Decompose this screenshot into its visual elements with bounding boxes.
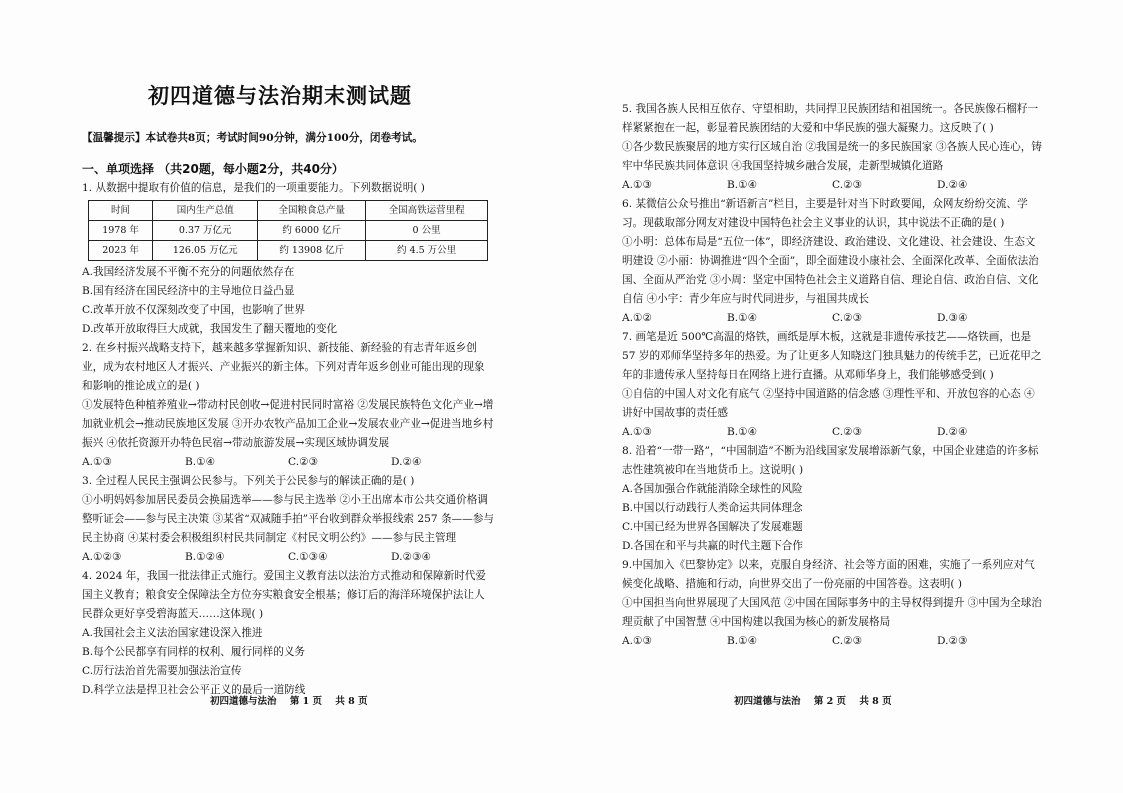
options-row <box>622 309 1042 328</box>
option-d: D.③④ <box>937 312 968 324</box>
question-3 <box>82 472 494 567</box>
option-a: A.①③ <box>622 179 653 191</box>
option-a: A.我国社会主义法治国家建设深入推进 <box>82 626 263 639</box>
table-header: 全国高铁运营里程 <box>366 200 488 220</box>
statements: ①自信的中国人对文化有底气 ②坚持中国道路的信念感 ③理性平和、开放包容的心态 ④讲好中国故事的责任感 <box>622 388 1035 419</box>
option-c: C.改革开放不仅深刻改变了中国，也影响了世界 <box>82 303 305 316</box>
table-cell: 0 公里 <box>366 220 488 240</box>
question-4 <box>82 567 494 700</box>
question-2 <box>82 339 494 472</box>
table-cell: 0.37 万亿元 <box>153 220 258 240</box>
footer-total: 共 8 页 <box>335 696 368 707</box>
question-1 <box>82 179 494 339</box>
option-c: C.厉行法治首先需要加强法治宣传 <box>82 664 242 677</box>
question-stem: 8. 沿着“一带一路”，“中国制造”不断为沿线国家发展增添新气象，中国企业建造的许多标志性建筑被印在当地货币上。这说明( ) <box>622 445 1039 476</box>
data-table <box>88 200 488 261</box>
option-a: A.①③ <box>622 426 653 438</box>
option-b: B.国有经济在国民经济中的主导地位日益凸显 <box>82 284 295 297</box>
table-cell: 约 13908 亿斤 <box>258 240 366 260</box>
option-d: D.②④ <box>937 179 968 191</box>
statements: ①小明妈妈参加居民委员会换届选举——参与民主选举 ②小王出席本市公共交通价格调整听证会——参与民主决策 ③某省“双减随手拍”平台收到群众举报线索 257 条——参与民主协商 ④某村委会积极组织村民共同制定《村民文明公约》——参与民主管理 <box>82 493 494 544</box>
notice: 【温馨提示】本试卷共8页；考试时间90分钟，满分100分，闭卷考试。 <box>82 131 423 144</box>
footer-subject: 初四道德与法治 <box>210 696 277 707</box>
question-stem: 9.中国加入《巴黎协定》以来，克服自身经济、社会等方面的困难，实施了一系列应对气候变化战略、措施和行动，向世界交出了一份亮丽的中国答卷。这表明( ) <box>622 559 1035 590</box>
option-b: B.①④ <box>727 426 758 438</box>
table-header: 全国粮食总产量 <box>258 200 366 220</box>
question-5 <box>622 100 1042 195</box>
footer-page: 第 1 页 <box>289 696 323 707</box>
question-9 <box>622 556 1042 651</box>
statements: ①发展特色种植养殖业→带动村民创收→促进村民同时富裕 ②发展民族特色文化产业→增加就业机会→推动民族地区发展 ③开办农牧产品加工企业→发展农业产业→促进当地乡村振兴 ④依托资源开办特色民宿→带动旅游发展→实现区域协调发展 <box>82 398 494 449</box>
option-a: A.我国经济发展不平衡不充分的问题依然存在 <box>82 265 295 278</box>
question-stem: 1. 从数据中提取有价值的信息，是我们的一项重要能力。下列数据说明( ) <box>82 181 425 194</box>
option-c: C.②③ <box>832 426 863 438</box>
section-heading: 一、单项选择 （共20题，每小题2分，共40分） <box>82 161 344 176</box>
page-footer <box>734 693 902 707</box>
table-cell: 1978 年 <box>89 220 153 240</box>
option-a: A.①③ <box>82 455 113 468</box>
statements: ①各少数民族聚居的地方实行区域自治 ②我国是统一的多民族国家 ③各族人民心连心，铸牢中华民族共同体意识 ④我国坚持城乡融合发展，走新型城镇化道路 <box>622 141 1042 172</box>
option-b: B.①④ <box>727 312 758 324</box>
statements: ①小明：总体布局是“五位一体”，即经济建设、政治建设、文化建设、社会建设、生态文明建设 ②小丽：协调推进“四个全面”，即全面建设小康社会、全面深化改革、全面依法治国、全面从严治党 ③小周：坚定中国特色社会主义道路自信、理论自信、政治自信、文化自信 ④小宇：青少年应与时代同进步，与祖国共成长 <box>622 236 1039 305</box>
page-2 <box>562 0 1123 793</box>
table-cell: 126.05 万亿元 <box>153 240 258 260</box>
options-row <box>82 548 494 567</box>
question-stem: 6. 某微信公众号推出“新语新言”栏目，主要是针对当下时政要闻，众网友纷纷交流、学习。现截取部分网友对建设中国特色社会主义事业的认识，其中说法不正确的是( ) <box>622 198 1028 229</box>
table-header: 时间 <box>89 200 153 220</box>
option-d: D.②③ <box>937 635 968 647</box>
page-footer <box>210 693 378 707</box>
option-d: D.②③④ <box>391 550 431 563</box>
option-d: D.各国在和平与共赢的时代主题下合作 <box>622 540 803 552</box>
question-stem: 3. 全过程人民民主强调公民参与。下列关于公民参与的解读正确的是( ) <box>82 474 415 487</box>
option-c: C.②③ <box>288 455 319 468</box>
question-8 <box>622 442 1042 556</box>
option-a: A.各国加强合作就能消除全球性的风险 <box>622 483 803 495</box>
option-b: B.①②④ <box>185 550 225 563</box>
footer-page: 第 2 页 <box>813 696 847 707</box>
option-b: B.①④ <box>727 179 758 191</box>
table-cell: 约 6000 亿斤 <box>258 220 366 240</box>
footer-subject: 初四道德与法治 <box>734 696 801 707</box>
question-6 <box>622 195 1042 328</box>
question-7 <box>622 328 1042 442</box>
right-column <box>622 100 1042 651</box>
table-cell: 2023 年 <box>89 240 153 260</box>
option-b: B.①④ <box>727 635 758 647</box>
option-d: D.改革开放取得巨大成就，我国发生了翻天覆地的变化 <box>82 322 338 335</box>
question-stem: 2. 在乡村振兴战略支持下，越来越多掌握新知识、新技能、新经验的有志青年返乡创业，成为农村地区人才振兴、产业振兴的新主体。下列对青年返乡创业可能出现的现象和影响的推论成立的是( ) <box>82 341 485 392</box>
table-header: 国内生产总值 <box>153 200 258 220</box>
option-b: B.中国以行动践行人类命运共同体理念 <box>622 502 803 514</box>
exam-title: 初四道德与法治期末测试题 <box>148 84 412 108</box>
option-d: D.②④ <box>391 455 422 468</box>
option-c: C.②③ <box>832 312 863 324</box>
option-c: C.中国已经为世界各国解决了发展难题 <box>622 521 803 533</box>
option-c: C.②③ <box>832 179 863 191</box>
options-row <box>622 423 1042 442</box>
table-header-row <box>89 200 488 220</box>
option-c: C.②③ <box>832 635 863 647</box>
table-cell: 约 4.5 万公里 <box>366 240 488 260</box>
option-a: A.①③ <box>622 635 653 647</box>
table-row <box>89 240 488 260</box>
options-row <box>622 632 1042 651</box>
option-d: D.②④ <box>937 426 968 438</box>
option-a: A.①②③ <box>82 550 122 563</box>
question-stem: 7. 画笔是近 500℃高温的烙铁，画纸是厚木板，这就是非遗传承技艺——烙铁画，也是 57 岁的邓师华坚持多年的热爱。为了让更多人知晓这门独具魅力的传统手艺，已近花甲之年的非遗传承人坚持每日在网络上进行直播。从邓师华身上，我们能够感受到( ) <box>622 331 1042 381</box>
question-stem: 5. 我国各族人民相互依存、守望相助，共同捍卫民族团结和祖国统一。各民族像石榴籽一样紧紧抱在一起，彰显着民族团结的大爱和中华民族的强大凝聚力。这反映了( ) <box>622 103 1039 134</box>
options-row <box>82 453 494 472</box>
option-a: A.①② <box>622 312 653 324</box>
option-d: D.科学立法是捍卫社会公平正义的最后一道防线 <box>82 683 306 696</box>
page-1 <box>0 0 560 793</box>
table-row <box>89 220 488 240</box>
left-column <box>82 118 494 700</box>
footer-total: 共 8 页 <box>859 696 892 707</box>
option-b: B.每个公民都享有同样的权利、履行同样的义务 <box>82 645 306 658</box>
options-row <box>622 176 1042 195</box>
question-stem: 4. 2024 年，我国一批法律正式施行。爱国主义教育法以法治方式推动和保障新时代爱国主义教育；粮食安全保障法全方位夯实粮食安全根基；修订后的海洋环境保护法让人民群众更好享受碧海蓝天……这体现( ) <box>82 569 486 620</box>
statements: ①中国担当向世界展现了大国风范 ②中国在国际事务中的主导权得到提升 ③中国为全球治理贡献了中国智慧 ④中国构建以我国为核心的新发展格局 <box>622 597 1042 628</box>
option-b: B.①④ <box>185 455 216 468</box>
option-c: C.①③④ <box>288 550 328 563</box>
